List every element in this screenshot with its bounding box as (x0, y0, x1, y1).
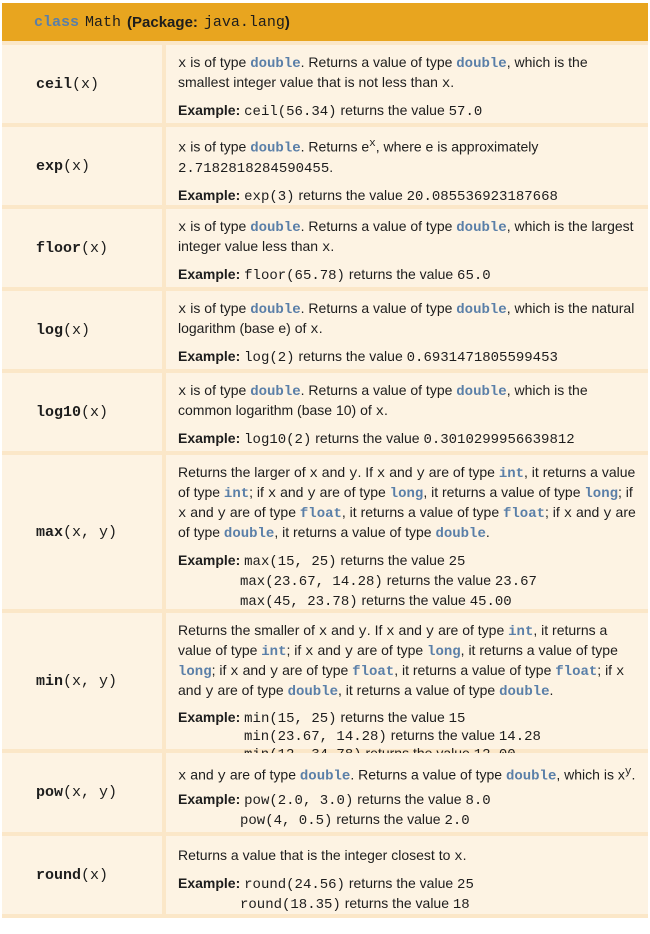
method-description: Returns a value that is the integer closest to x. Example: round(24.56) returns the value 25 round(18.35) returns the value 18 (166, 836, 648, 914)
table-row (2, 291, 648, 369)
example-label: Example: (178, 102, 241, 118)
method-rows (2, 41, 648, 918)
method-description: x is of type double. Returns a value of type double, which is the common logarithm (base 10) of x. Example: log10(2) returns the value 0.3010299956639812 (166, 373, 648, 451)
method-description: x is of type double. Returns a value of type double, which is the natural logarithm (base e) of x. Example: log(2) returns the value 0.6931471805599453 (166, 291, 648, 369)
method-description: Returns the smaller of x and y. If x and y are of type int, it returns a value of type int; if x and y are of type long, it returns a value of type long; if x and y are of type float, it returns a value of type float; if x and y are of type double, it returns a value of type double. Example: min(15, 25) returns the value 15 min(23.67, 14.28) returns the value 14.28 (166, 613, 648, 749)
header-close: ) (284, 13, 290, 31)
method-name: round (x) (2, 836, 162, 914)
table-row (2, 127, 648, 205)
method-description: x and y are of type double. Returns a value of type double, which is $x^y$. Example: pow(2.0, 3.0) returns the value 8.0 pow(4, 0.5) returns the value 2.0 (166, 753, 648, 832)
table-row (2, 455, 648, 609)
table-row (2, 613, 648, 749)
method-name: log10 (x) (2, 373, 162, 451)
method-name: min (x, y) (2, 613, 162, 749)
method-name: log (x) (2, 291, 162, 369)
method-name: ceil (x) (2, 45, 162, 123)
math-class-table (2, 3, 648, 918)
header-class-name: Math (85, 13, 122, 31)
method-description: x is of type double. Returns $e^x$, where e is approximately 2.7182818284590455. Example: exp(3) returns the value 20.085536923187668 (166, 127, 648, 205)
table-header (2, 3, 648, 41)
method-name: exp (x) (2, 127, 162, 205)
method-description: Returns the larger of x and y. If x and y are of type int, it returns a value of type int; if x and y are of type long, it returns a value of type long; if x and y are of type float, it returns a value of type float; if x and y are of type double, it returns a value of type double. Example: max(15, 25) returns the value 25 max(23.67, 14.28) returns the value 23.67 max(45, 23.78) returns the value 45.00 (166, 455, 648, 609)
table-row (2, 753, 648, 832)
table-row (2, 836, 648, 914)
header-package-label: (Package: (127, 13, 198, 31)
table-row (2, 45, 648, 123)
method-name: pow (x, y) (2, 753, 162, 832)
table-row (2, 373, 648, 451)
method-name: floor (x) (2, 209, 162, 287)
header-keyword: class (34, 13, 80, 31)
method-description: x is of type double. Returns a value of type double, which is the largest integer value less than x. Example: floor(65.78) returns the value 65.0 (166, 209, 648, 287)
method-name: max (x, y) (2, 455, 162, 609)
table-row (2, 209, 648, 287)
method-description: x is of type double. Returns a value of type double, which is the smallest integer value that is not less than x. Example: ceil(56.34) returns the value 57.0 (166, 45, 648, 123)
header-package-name: java.lang (203, 13, 285, 31)
